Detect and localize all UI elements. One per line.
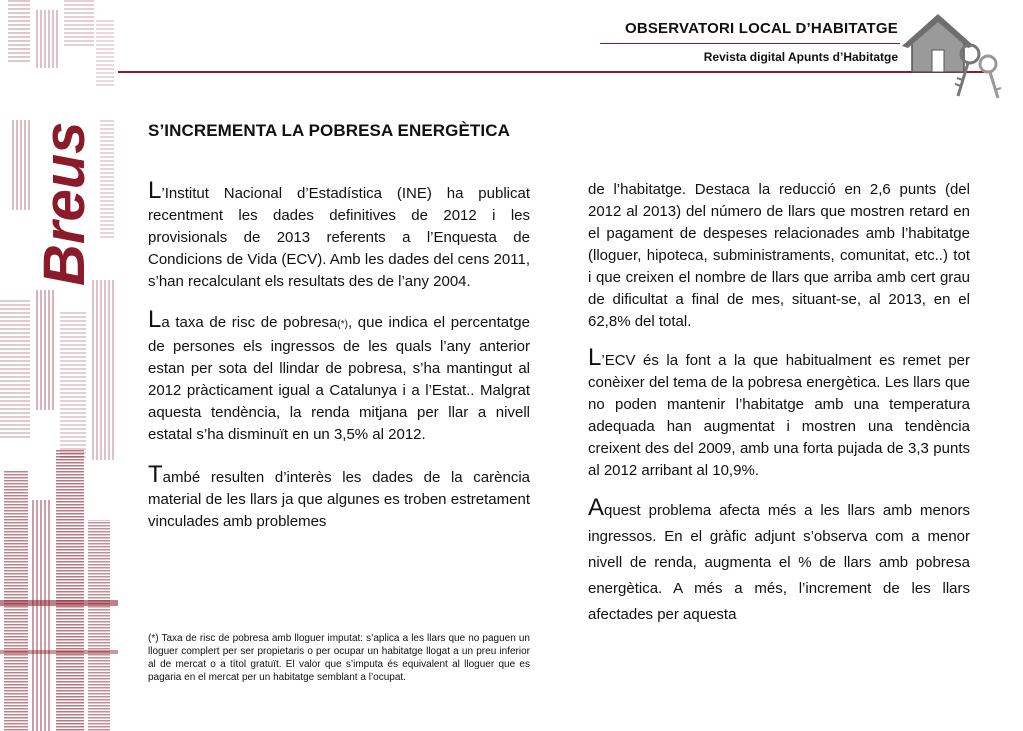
paragraph-text: ’ECV és la font a la que habitualment es remet per conèixer del tema de la pobresa energètica. Les llars que no poden mantenir l’habitatge amb una temperatura adequada han augmentat i mostren una tendència creixent des del 2009, amb una forta pujada de 3,3 punts al 2012 arribant al 10,9%. — [588, 352, 970, 479]
paragraph-4 — [588, 344, 970, 482]
publication-subtitle: Revista digital Apunts d’Habitatge — [703, 50, 898, 64]
footnote: (*) Taxa de risc de pobresa amb lloguer imputat: s’aplica a les llars que no paguen un lloguer complert per ser propietaris o per ocupar un habitatge llogat a un preu inferior al de mercat o a títol gratuït. El valor que s’imputa és equivalent al lloguer que es pagaria en el mercat per un habitatge semblant a l’ocupat. — [148, 633, 530, 683]
header-divider — [600, 43, 900, 44]
footnote-marker: (*) — [337, 319, 348, 330]
section-label-breus — [28, 90, 98, 290]
paragraph-text: a taxa de risc de pobresa — [161, 314, 338, 331]
drop-cap: L — [588, 344, 602, 371]
column-left — [148, 177, 530, 533]
drop-cap: L — [148, 306, 162, 333]
header-rule — [118, 71, 988, 73]
paragraph-2 — [148, 306, 530, 446]
paragraph-text: , que indica el percentatge de persones els ingressos de les quals l’any anterior estan per sota del llindar de pobresa, s’ha mantingut al 2012 pràcticament igual a Catalunya i a l’Estat.. Malgrat aquesta tendència, la renda mitjana per llar a nivell estatal s’ha disminuït en un 3,5% al 2012. — [148, 314, 530, 443]
paragraph-3-continued: de l’habitatge. Destaca la reducció en 2,6 punts (del 2012 al 2013) del número de llars que mostren retard en el pagament de despeses relacionades amb l’habitatge (lloguer, hipoteca, subministraments, comunitat, etc..) tot i que creixen el nombre de llars que arriba amb cert grau de dificultat a final de mes, situant-se, al 2013, en el 62,8% del total. — [588, 181, 970, 330]
drop-cap: T — [148, 461, 163, 488]
paragraph-5 — [588, 494, 970, 628]
paragraph-1 — [148, 177, 530, 293]
drop-cap: A — [588, 494, 605, 521]
paragraph-text: ’Institut Nacional d’Estadística (INE) ha publicat recentment les dades definitives de 2012 i les provisionals de 2013 referents a l’Enquesta de Condicions de Vida (ECV). Amb les dades del cens 2011, s’han recalculant els resultats des de l’any 2004. — [148, 185, 530, 290]
drop-cap: L — [148, 177, 162, 204]
paragraph-text: quest problema afecta més a les llars amb menors ingressos. En el gràfic adjunt s’observa com a menor nivell de renda, augmenta el % de llars amb pobresa energètica. A més a més, l’increment de les llars afectades per aquesta — [588, 502, 970, 623]
breus-text: Breus — [32, 121, 97, 286]
column-right — [588, 179, 970, 628]
paragraph-3 — [148, 461, 530, 533]
publication-title: OBSERVATORI LOCAL D’HABITATGE — [624, 20, 898, 37]
paragraph-text: ambé resulten d’interès les dades de la carència material de les llars ja que algunes es troben estretament vinculades amb problemes — [148, 469, 530, 530]
article-title: S’INCREMENTA LA POBRESA ENERGÈTICA — [148, 121, 510, 140]
house-keys-icon — [898, 10, 1008, 100]
